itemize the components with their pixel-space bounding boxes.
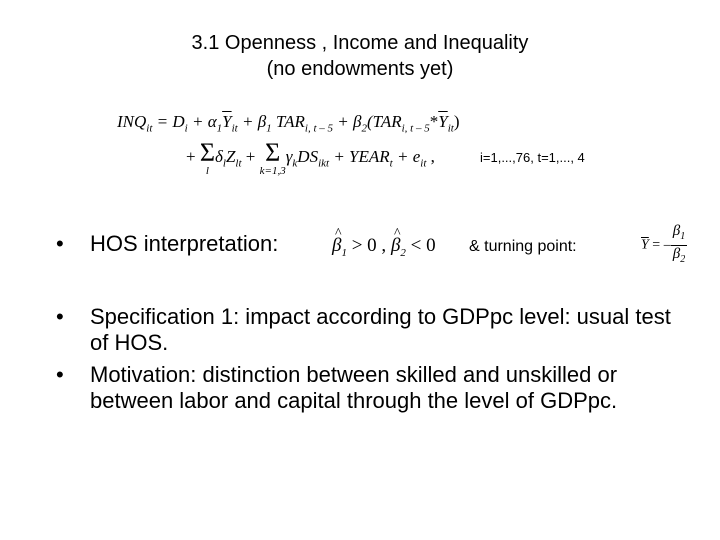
eq-beta2-sub: 2	[361, 122, 367, 135]
bullet-text: Specification 1: impact according to GDPpc level: usual test of HOS.	[90, 304, 671, 355]
beta1-hat: ^ β	[332, 233, 341, 259]
turning-point-label: & turning point:	[469, 238, 577, 255]
eq-alpha: + α	[187, 112, 217, 131]
eq-ybar2: $\overline{Y}$	[438, 112, 448, 131]
gt-zero: > 0 ,	[346, 235, 391, 256]
equation-line-1	[117, 112, 459, 134]
eq-tar2: (TAR	[366, 112, 402, 131]
eq-close-paren: )	[453, 112, 460, 131]
eq-delta: δ	[214, 146, 223, 166]
eq-ds: DS	[297, 146, 319, 166]
beta2-sub: 2	[400, 246, 406, 259]
sum-lower-limit: l	[205, 165, 209, 177]
hos-label: HOS interpretation:	[90, 231, 279, 256]
beta1-sub: 1	[341, 246, 347, 259]
bullet-mark: •	[56, 362, 64, 387]
equation-line-2	[186, 140, 435, 176]
eq-z: Z	[225, 146, 236, 166]
tp-fraction	[671, 223, 687, 268]
bullet-mark: •	[56, 304, 64, 329]
eq-ybar: $\overline{Y}$	[222, 112, 232, 131]
sum-over-l	[200, 140, 215, 176]
beta2-hat: ^ β	[391, 233, 400, 259]
eq-gamma-sub: k	[292, 157, 298, 170]
bullet-item-motivation	[56, 362, 676, 414]
eq-plus-2: +	[241, 146, 260, 166]
sigma-symbol: Σ	[199, 138, 215, 167]
eq-gamma: γ	[285, 146, 293, 166]
turning-point-formula	[641, 223, 687, 268]
tp-den-beta: β	[672, 246, 681, 262]
tp-num-sub: 1	[680, 231, 686, 242]
title-line-1: 3.1 Openness , Income and Inequality	[191, 32, 529, 54]
lt-zero: < 0	[405, 235, 436, 256]
eq-star: *	[429, 112, 439, 131]
tp-num-beta: β	[672, 223, 681, 239]
hos-conditions	[332, 233, 436, 266]
sum-over-k	[260, 140, 286, 176]
sigma-symbol-2: Σ	[265, 138, 281, 167]
eq-delta-sub: l	[222, 157, 226, 170]
eq-ds-sub: ikt	[318, 157, 330, 170]
tp-den-sub: 2	[680, 254, 686, 265]
tp-ybar: $\overline{Y}$	[641, 237, 649, 253]
eq-lhs: INQ	[117, 112, 147, 131]
eq-tar2-sub: i, t – 5	[401, 122, 430, 135]
tp-equals-minus: = –	[648, 237, 671, 253]
bullet-mark: •	[56, 231, 64, 256]
eq-plus: +	[186, 146, 196, 166]
eq-equals-d: = D	[152, 112, 185, 131]
eq-alpha-sub: 1	[216, 122, 223, 135]
eq-tar1-sub: i, t – 5	[304, 122, 334, 135]
eq-tar1: TAR	[271, 112, 305, 131]
bullet-list	[56, 304, 676, 420]
bullet-text: Motivation: distinction between skilled and unskilled or between labor and capital through the level of GDPpc.	[90, 362, 618, 413]
eq-beta1-sub: 1	[266, 122, 272, 135]
eq-year: + YEAR	[329, 146, 390, 166]
eq-comma: ,	[426, 146, 435, 166]
title-line-2: (no endowments yet)	[266, 58, 454, 80]
eq-beta2: + β	[333, 112, 362, 131]
eq-z-sub: lt	[235, 157, 242, 170]
eq-error: + e	[392, 146, 421, 166]
equation-indices: i=1,...,76, t=1,..., 4	[480, 150, 585, 165]
bullet-item-specification	[56, 304, 676, 356]
tp-numerator	[671, 223, 687, 246]
eq-ybar-sub: it	[231, 122, 238, 135]
eq-year-sub: t	[389, 157, 393, 170]
tp-denominator	[671, 246, 687, 268]
sum-lower-limit-2: k=1,3	[259, 165, 286, 177]
eq-ybar2-sub: it	[447, 122, 454, 135]
slide-title	[0, 30, 720, 82]
eq-d-sub: i	[184, 122, 188, 135]
eq-lhs-sub: it	[146, 122, 153, 135]
eq-beta1: + β	[237, 112, 267, 131]
eq-error-sub: it	[420, 157, 427, 170]
